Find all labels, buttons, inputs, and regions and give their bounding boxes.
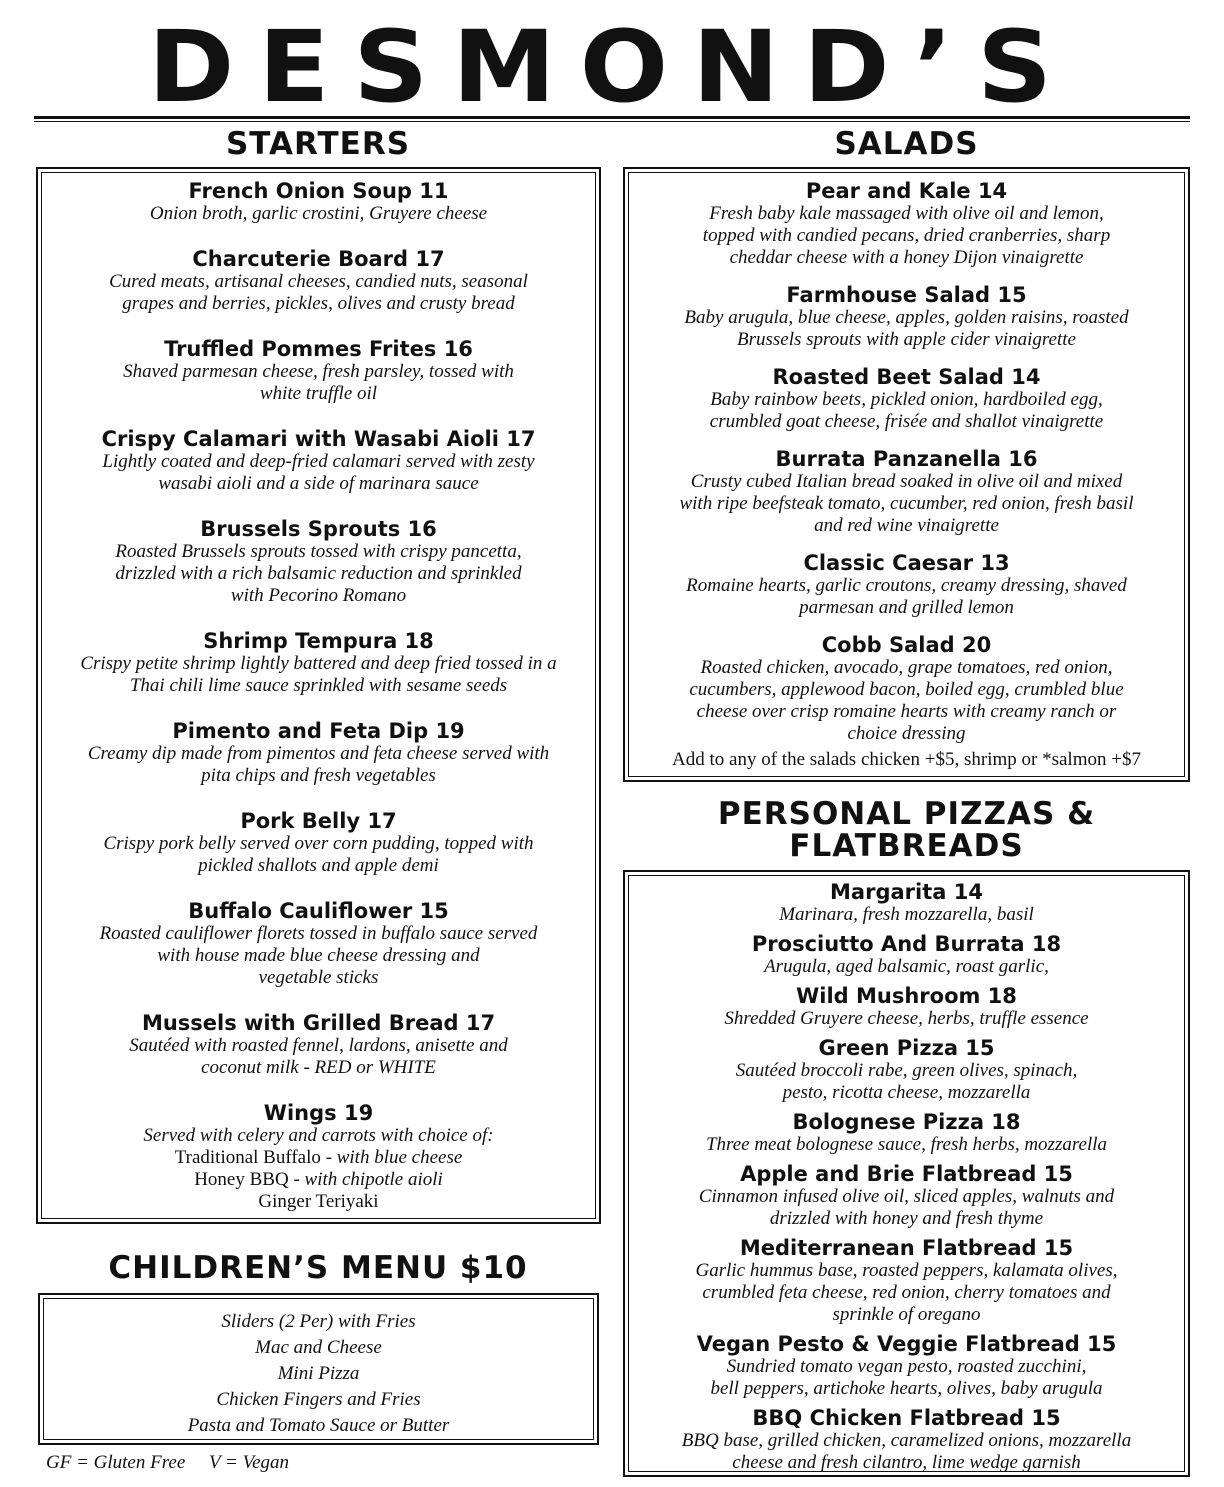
item-description: vegetable sticks	[258, 967, 379, 988]
item-description: Served with celery and carrots with choice of:	[143, 1125, 494, 1146]
salads-box	[623, 167, 1190, 782]
item-description: crumbled feta cheese, red onion, cherry tomatoes and	[702, 1282, 1111, 1303]
item-description: coconut milk - RED or WHITE	[201, 1057, 436, 1078]
wing-flavor: Traditional Buffalo	[174, 1147, 321, 1168]
menu-item	[38, 899, 599, 989]
childrens-item: Mac and Cheese	[255, 1337, 382, 1358]
item-name: Margarita 14	[830, 880, 983, 904]
item-name: Bolognese Pizza 18	[792, 1110, 1021, 1134]
item-description: Shaved parmesan cheese, fresh parsley, tossed with	[123, 361, 514, 382]
menu-item	[38, 1011, 599, 1079]
menu-item	[625, 1110, 1188, 1156]
menu-item	[625, 984, 1188, 1030]
menu-item	[38, 517, 599, 607]
wing-option	[38, 1191, 599, 1213]
childrens-box	[38, 1293, 599, 1445]
item-name: Vegan Pesto & Veggie Flatbread 15	[696, 1332, 1117, 1356]
menu-item	[625, 932, 1188, 978]
starters-list	[38, 179, 599, 1213]
item-description: Onion broth, garlic crostini, Gruyere cheese	[149, 203, 488, 224]
item-description: Cinnamon infused olive oil, sliced apples, walnuts and	[698, 1186, 1115, 1207]
wing-flavor: Honey BBQ	[194, 1169, 289, 1190]
menu-item	[38, 247, 599, 315]
item-description: Baby rainbow beets, pickled onion, hardboiled egg,	[710, 389, 1103, 410]
item-description: BBQ base, grilled chicken, caramelized onions, mozzarella	[681, 1430, 1132, 1451]
menu-item	[625, 447, 1188, 537]
wing-flavor: Ginger Teriyaki	[258, 1191, 379, 1212]
legend-vegan: V = Vegan	[209, 1452, 290, 1473]
menu-item	[38, 179, 599, 225]
menu-item	[38, 719, 599, 787]
item-name: Wings 19	[263, 1101, 374, 1125]
item-name: Shrimp Tempura 18	[203, 629, 434, 653]
legend	[46, 1452, 289, 1474]
item-description: drizzled with honey and fresh thyme	[769, 1208, 1044, 1229]
item-description: with ripe beefsteak tomato, cucumber, red onion, fresh basil	[679, 493, 1134, 514]
menu-item	[625, 1332, 1188, 1400]
item-description: pickled shallots and apple demi	[198, 855, 439, 876]
item-description: pita chips and fresh vegetables	[201, 765, 436, 786]
item-name: Wild Mushroom 18	[796, 984, 1017, 1008]
item-name: Farmhouse Salad 15	[786, 283, 1027, 307]
item-description: Thai chili lime sauce sprinkled with sesame seeds	[129, 675, 508, 696]
item-description: grapes and berries, pickles, olives and crusty bread	[122, 293, 515, 314]
menu-item	[625, 1406, 1188, 1474]
item-name: French Onion Soup 11	[188, 179, 449, 203]
item-description: Sundried tomato vegan pesto, roasted zucchini,	[726, 1356, 1087, 1377]
item-name: Green Pizza 15	[818, 1036, 995, 1060]
item-name: Brussels Sprouts 16	[200, 517, 437, 541]
childrens-item: Pasta and Tomato Sauce or Butter	[187, 1415, 450, 1436]
item-description: Baby arugula, blue cheese, apples, golden raisins, roasted	[684, 307, 1129, 328]
wing-note: - with chipotle aioli	[288, 1169, 443, 1190]
item-description: Crispy pork belly served over corn pudding, topped with	[103, 833, 534, 854]
item-name: Burrata Panzanella 16	[775, 447, 1038, 471]
item-description: choice dressing	[847, 723, 966, 744]
menu-item	[38, 629, 599, 697]
restaurant-title: DESMOND’S	[148, 9, 1076, 125]
item-description: Three meat bolognese sauce, fresh herbs, mozzarella	[705, 1134, 1108, 1155]
pizzas-heading-line1: PERSONAL PIZZAS &	[717, 796, 1096, 832]
menu-item	[625, 365, 1188, 433]
childrens-list	[40, 1309, 597, 1439]
item-description: Sautéed broccoli rabe, green olives, spinach,	[735, 1060, 1078, 1081]
item-name: Apple and Brie Flatbread 15	[740, 1162, 1073, 1186]
menu-item	[625, 1236, 1188, 1326]
childrens-item: Chicken Fingers and Fries	[216, 1389, 421, 1410]
item-name: Mussels with Grilled Bread 17	[141, 1011, 496, 1035]
menu-item	[38, 337, 599, 405]
item-description: Roasted cauliflower florets tossed in buffalo sauce served	[99, 923, 538, 944]
item-name: Roasted Beet Salad 14	[772, 365, 1041, 389]
item-description: Creamy dip made from pimentos and feta cheese served with	[87, 743, 550, 764]
menu-item	[625, 880, 1188, 926]
item-description: bell peppers, artichoke hearts, olives, baby arugula	[710, 1378, 1103, 1399]
item-name: Buffalo Cauliflower 15	[188, 899, 449, 923]
item-description: Crusty cubed Italian bread soaked in olive oil and mixed	[690, 471, 1123, 492]
item-description: with Pecorino Romano	[230, 585, 407, 606]
item-description: and red wine vinaigrette	[814, 515, 999, 536]
item-description: Lightly coated and deep-fried calamari served with zesty	[102, 451, 535, 472]
menu-item	[625, 179, 1188, 269]
item-description: Romaine hearts, garlic croutons, creamy dressing, shaved	[686, 575, 1127, 596]
item-description: Cured meats, artisanal cheeses, candied nuts, seasonal	[109, 271, 528, 292]
item-name: Truffled Pommes Frites 16	[164, 337, 473, 361]
menu-item	[38, 427, 599, 495]
item-name: Pimento and Feta Dip 19	[172, 719, 465, 743]
salad-addon-note: Add to any of the salads chicken +$5, shrimp or *salmon +$7	[672, 749, 1141, 770]
starters-box	[36, 167, 601, 1224]
item-name: Pear and Kale 14	[805, 179, 1008, 203]
legend-gluten-free: GF = Gluten Free	[46, 1452, 186, 1473]
item-description: Roasted chicken, avocado, grape tomatoes, red onion,	[700, 657, 1113, 678]
item-name: Classic Caesar 13	[803, 551, 1010, 575]
menu-item	[625, 1036, 1188, 1104]
item-description: Sautéed with roasted fennel, lardons, anisette and	[129, 1035, 508, 1056]
item-name: Mediterranean Flatbread 15	[739, 1236, 1074, 1260]
item-description: Marinara, fresh mozzarella, basil	[779, 904, 1034, 925]
item-name: Charcuterie Board 17	[192, 247, 445, 271]
item-description: crumbled goat cheese, frisée and shallot vinaigrette	[709, 411, 1104, 432]
item-description: Arugula, aged balsamic, roast garlic,	[764, 956, 1049, 977]
childrens-heading: CHILDREN’S MENU $10	[108, 1250, 528, 1286]
item-description: parmesan and grilled lemon	[799, 597, 1014, 618]
title-rule-thin	[34, 121, 1190, 122]
title-rule-thick	[34, 116, 1190, 119]
item-name: Cobb Salad 20	[821, 633, 992, 657]
wing-option	[38, 1147, 599, 1169]
item-description: Crispy petite shrimp lightly battered and deep fried tossed in a	[80, 653, 557, 674]
item-description: Shredded Gruyere cheese, herbs, truffle essence	[724, 1008, 1089, 1029]
item-description: topped with candied pecans, dried cranberries, sharp	[702, 225, 1111, 246]
menu-item	[38, 809, 599, 877]
item-description: wasabi aioli and a side of marinara sauce	[158, 473, 479, 494]
item-name: Pork Belly 17	[240, 809, 397, 833]
item-description: pesto, ricotta cheese, mozzarella	[782, 1082, 1031, 1103]
pizzas-list	[625, 880, 1188, 1480]
wing-note: - with blue cheese	[320, 1147, 463, 1168]
pizzas-heading	[623, 798, 1190, 862]
menu-item-wings	[38, 1101, 599, 1213]
item-description: sprinkle of oregano	[832, 1304, 981, 1325]
childrens-item: Sliders (2 Per) with Fries	[221, 1311, 416, 1332]
item-description: cheese and fresh cilantro, lime wedge garnish	[732, 1452, 1081, 1473]
menu-item	[625, 283, 1188, 351]
item-description: Garlic hummus base, roasted peppers, kalamata olives,	[695, 1260, 1118, 1281]
menu-item	[625, 1162, 1188, 1230]
wing-option	[38, 1169, 599, 1191]
menu-item	[625, 633, 1188, 745]
item-description: cheddar cheese with a honey Dijon vinaigrette	[729, 247, 1084, 268]
item-description: Roasted Brussels sprouts tossed with crispy pancetta,	[115, 541, 522, 562]
salads-heading: SALADS	[834, 126, 979, 162]
item-description: white truffle oil	[259, 383, 378, 404]
item-description: with house made blue cheese dressing and	[157, 945, 480, 966]
item-description: cheese over crisp romaine hearts with creamy ranch or	[696, 701, 1117, 722]
salads-list	[625, 179, 1188, 759]
item-description: cucumbers, applewood bacon, boiled egg, crumbled blue	[689, 679, 1124, 700]
item-description: drizzled with a rich balsamic reduction and sprinkled	[115, 563, 522, 584]
childrens-item: Mini Pizza	[277, 1363, 360, 1384]
pizzas-heading-line2: FLATBREADS	[789, 828, 1024, 864]
item-name: Crispy Calamari with Wasabi Aioli 17	[101, 427, 536, 451]
menu-item	[625, 551, 1188, 619]
starters-heading: STARTERS	[225, 126, 411, 162]
item-name: BBQ Chicken Flatbread 15	[752, 1406, 1061, 1430]
item-description: Fresh baby kale massaged with olive oil and lemon,	[709, 203, 1104, 224]
item-name: Prosciutto And Burrata 18	[751, 932, 1062, 956]
item-description: Brussels sprouts with apple cider vinaigrette	[737, 329, 1076, 350]
pizzas-box	[623, 870, 1190, 1477]
